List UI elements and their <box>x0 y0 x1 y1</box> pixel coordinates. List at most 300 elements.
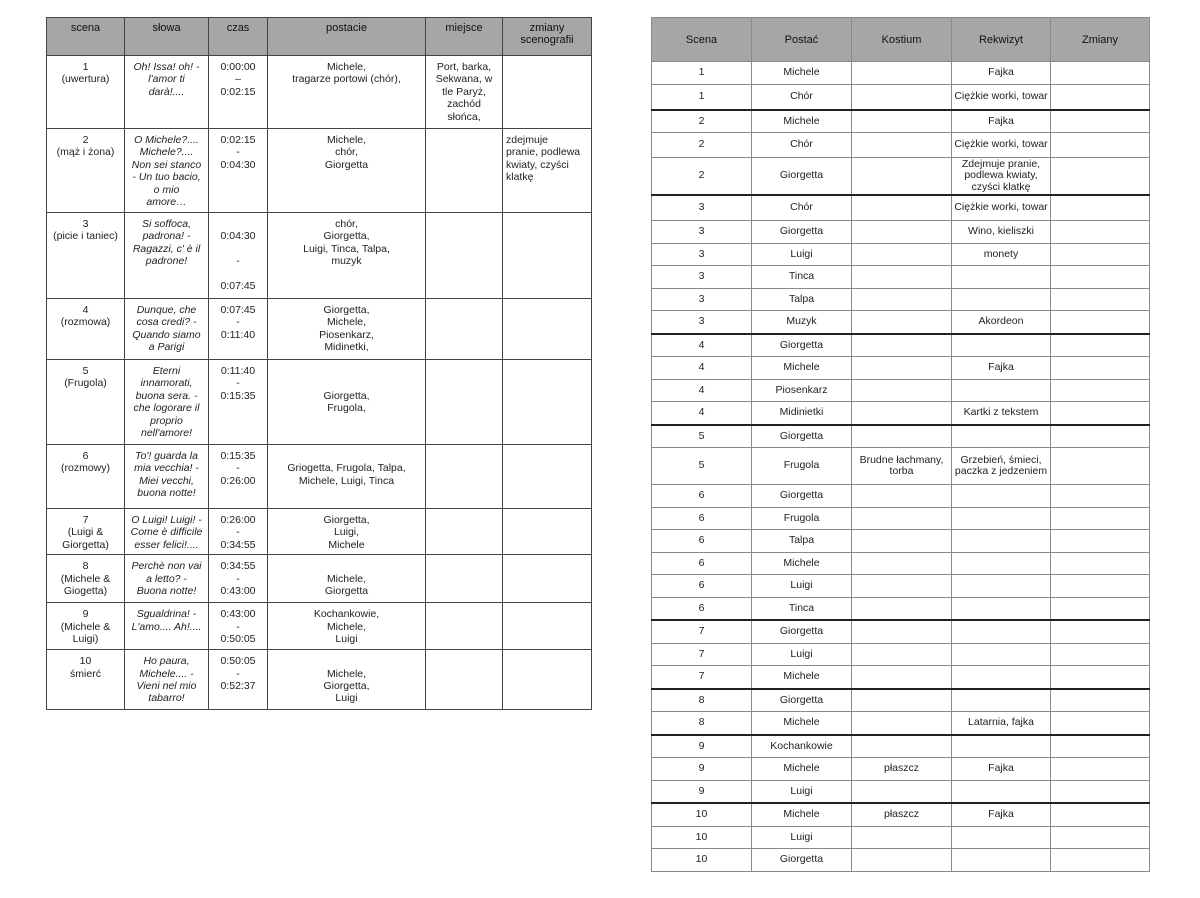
scene-cell: 6 <box>652 597 752 620</box>
cell-line <box>271 655 422 667</box>
props-cell: monety <box>952 243 1051 266</box>
props-cell <box>952 620 1051 643</box>
scene-cell: 3 <box>652 195 752 221</box>
cell-line: 1 <box>82 61 89 73</box>
cell-line <box>212 243 264 255</box>
cell-line: 0:26:00 <box>220 514 256 526</box>
characters-cell <box>268 650 426 710</box>
scene-cell: 9 <box>652 735 752 758</box>
cell-line: 0:43:00 <box>220 608 256 621</box>
cell-line: 0:04:30 <box>220 230 256 243</box>
scene-cell <box>47 509 125 555</box>
changes-cell <box>1051 643 1150 666</box>
lyrics-cell <box>125 445 209 509</box>
scene-cell: 7 <box>652 666 752 689</box>
cell-line: śmierć <box>70 667 101 680</box>
scene-cell: 4 <box>652 402 752 425</box>
changes-cell <box>1051 575 1150 598</box>
cell-line: kwiaty, czyści <box>506 158 569 171</box>
set-changes-cell <box>503 56 592 129</box>
cell-line: tragarze portowi (chór), <box>292 73 401 86</box>
time-cell <box>209 360 268 445</box>
cell-line: l'amor ti <box>148 73 185 86</box>
changes-cell <box>1051 158 1150 196</box>
costume-cell <box>852 334 952 357</box>
cell-line: a Parigi <box>148 341 185 354</box>
cell-line: Griogetta, Frugola, Talpa, <box>287 462 406 475</box>
props-cell <box>952 597 1051 620</box>
cell-line <box>271 365 422 377</box>
props-cell <box>952 826 1051 849</box>
character-cell: Giorgetta <box>752 221 852 244</box>
table-row <box>652 689 1150 712</box>
table-row <box>652 620 1150 643</box>
costume-cell: płaszcz <box>852 803 952 826</box>
set-changes-cell <box>503 509 592 555</box>
costume-cell <box>852 712 952 735</box>
cell-line: Giorgetta <box>324 158 369 171</box>
characters-cell <box>268 360 426 445</box>
character-cell: Giorgetta <box>752 158 852 196</box>
cell-line: chór, <box>335 218 358 230</box>
table-row <box>652 448 1150 485</box>
costume-cell <box>852 133 952 158</box>
cell-line: (Luigi & <box>67 526 104 539</box>
cell-line: (mąż i żona) <box>56 146 115 159</box>
cell-line: Luigi) <box>72 633 99 646</box>
table-row <box>652 288 1150 311</box>
lyrics-cell <box>125 509 209 555</box>
cell-line: Si soffoca, <box>141 218 192 230</box>
costume-cell <box>852 266 952 289</box>
changes-cell <box>1051 62 1150 85</box>
cell-line: Vieni nel mio <box>136 680 197 693</box>
scene-cell: 8 <box>652 712 752 735</box>
table-row <box>47 650 592 710</box>
cell-line: - <box>236 620 240 633</box>
location-cell <box>426 509 503 555</box>
cell-line: Sekwana, w <box>435 73 493 86</box>
table-row <box>652 158 1150 196</box>
table-row <box>652 666 1150 689</box>
table-row <box>652 243 1150 266</box>
changes-cell <box>1051 597 1150 620</box>
scene-cell <box>47 56 125 129</box>
cell-line: Ragazzi, c' è il <box>132 242 201 255</box>
scene-cell: 3 <box>652 311 752 334</box>
changes-cell <box>1051 195 1150 221</box>
cell-line: O Michele?.... <box>134 134 199 146</box>
cell-line: Giogetta) <box>63 585 108 598</box>
scene-cell: 3 <box>652 221 752 244</box>
lyrics-cell <box>125 129 209 213</box>
characters-cell <box>268 299 426 360</box>
changes-cell <box>1051 357 1150 380</box>
props-cell <box>952 507 1051 530</box>
cell-line: (Frugola) <box>64 377 107 390</box>
cell-line: Giorgetta, <box>323 514 370 526</box>
cell-line: Luigi, <box>333 526 360 539</box>
costume-cell <box>852 110 952 133</box>
changes-cell <box>1051 402 1150 425</box>
scene-cell: 6 <box>652 575 752 598</box>
character-cell: Muzyk <box>752 311 852 334</box>
cell-line: (rozmowy) <box>61 462 110 475</box>
table-row <box>652 133 1150 158</box>
cell-line: – <box>235 73 241 86</box>
cell-line: cosa credi? - <box>136 316 197 329</box>
cell-line: Giorgetta, <box>323 230 370 243</box>
changes-cell <box>1051 334 1150 357</box>
character-cell: Luigi <box>752 575 852 598</box>
character-cell: Chór <box>752 133 852 158</box>
character-cell: Michele <box>752 552 852 575</box>
cell-line: pranie, podlewa <box>506 146 581 159</box>
cell-line: Piosenkarz, <box>319 328 374 341</box>
props-cell <box>952 425 1051 448</box>
props-cell: Fajka <box>952 62 1051 85</box>
cell-line: 0:26:00 <box>220 474 256 487</box>
character-cell: Giorgetta <box>752 620 852 643</box>
props-cell: Kartki z tekstem <box>952 402 1051 425</box>
character-cell: Giorgetta <box>752 334 852 357</box>
costume-cell <box>852 826 952 849</box>
character-cell: Luigi <box>752 643 852 666</box>
props-cell <box>952 530 1051 553</box>
location-cell <box>426 603 503 650</box>
changes-cell <box>1051 620 1150 643</box>
cell-line: Non sei stanco <box>131 158 202 171</box>
time-cell <box>209 650 268 710</box>
cell-line: 0:02:15 <box>220 85 256 98</box>
lyrics-cell <box>125 213 209 299</box>
table-row <box>652 643 1150 666</box>
table-row <box>652 379 1150 402</box>
character-cell: Tinca <box>752 597 852 620</box>
scene-cell: 5 <box>652 448 752 485</box>
location-cell <box>426 445 503 509</box>
cell-line: Oh! Issa! oh! - <box>133 61 200 73</box>
table-row <box>652 597 1150 620</box>
costume-cell <box>852 485 952 508</box>
cell-line: - <box>236 572 240 585</box>
table-row <box>652 530 1150 553</box>
table-row <box>652 758 1150 781</box>
cell-line: - Un tuo bacio, <box>132 171 201 184</box>
changes-cell <box>1051 311 1150 334</box>
scene-cell: 9 <box>652 780 752 803</box>
cell-line: 0:50:05 <box>220 655 256 668</box>
scene-cell: 4 <box>652 334 752 357</box>
header-scena: scena <box>47 18 125 56</box>
cell-line: chór, <box>335 146 358 159</box>
lyrics-cell <box>125 650 209 710</box>
costume-cell <box>852 84 952 110</box>
costume-cell <box>852 575 952 598</box>
cell-line: Giorgetta <box>324 585 369 598</box>
cell-line: 0:34:55 <box>220 538 256 551</box>
table-row <box>47 509 592 555</box>
cell-line: Michele, Luigi, Tinca <box>298 474 395 487</box>
scene-cell <box>47 129 125 213</box>
cell-line: (picie i taniec) <box>53 230 118 243</box>
cell-line: Frugola, <box>327 402 366 415</box>
cell-line: 0:00:00 <box>220 61 256 73</box>
set-changes-cell <box>503 360 592 445</box>
table-row <box>652 334 1150 357</box>
props-cell: Ciężkie worki, towar <box>952 195 1051 221</box>
props-cell <box>952 666 1051 689</box>
cell-line: 0:02:15 <box>220 134 256 146</box>
costume-cell <box>852 780 952 803</box>
table-row <box>652 826 1150 849</box>
costume-cell <box>852 402 952 425</box>
lyrics-cell <box>125 299 209 360</box>
cell-line: Michele <box>328 538 365 551</box>
characters-cell <box>268 213 426 299</box>
cell-line: a letto? - <box>146 572 187 585</box>
props-cell <box>952 552 1051 575</box>
props-cell <box>952 266 1051 289</box>
cell-line: - <box>236 377 240 390</box>
costume-cell <box>852 195 952 221</box>
time-cell <box>209 56 268 129</box>
props-cell: Akordeon <box>952 311 1051 334</box>
cell-line: klatkę <box>506 171 534 184</box>
costume-cell <box>852 620 952 643</box>
left-table-header <box>47 18 592 56</box>
scene-cell: 6 <box>652 485 752 508</box>
changes-cell <box>1051 110 1150 133</box>
cell-line: Come è difficile <box>130 526 203 539</box>
cell-line: Miei vecchi, <box>139 474 194 487</box>
changes-cell <box>1051 780 1150 803</box>
cell-line: - <box>236 526 240 539</box>
table-row <box>652 195 1150 221</box>
scene-cell: 10 <box>652 826 752 849</box>
cell-line: 3 <box>82 218 89 230</box>
cell-line: (uwertura) <box>61 73 110 86</box>
scene-cell <box>47 603 125 650</box>
cell-line: muzyk <box>331 255 362 268</box>
cell-line: 0:07:45 <box>220 304 256 316</box>
cell-line: zdejmuje <box>506 134 549 146</box>
cell-line: 9 <box>82 608 89 621</box>
changes-cell <box>1051 221 1150 244</box>
characters-cell <box>268 129 426 213</box>
header-zmiany: Zmiany <box>1051 18 1150 62</box>
characters-cell <box>268 509 426 555</box>
cell-line: 0:52:37 <box>220 680 256 693</box>
time-cell <box>209 555 268 603</box>
scene-timeline-table <box>46 17 592 710</box>
props-cell: Fajka <box>952 803 1051 826</box>
changes-cell <box>1051 689 1150 712</box>
props-cell: Fajka <box>952 110 1051 133</box>
cell-line: padrone! <box>145 255 188 268</box>
cell-line: O Luigi! Luigi! - <box>131 514 202 526</box>
changes-cell <box>1051 425 1150 448</box>
character-cell: Kochankowie <box>752 735 852 758</box>
scene-cell <box>47 650 125 710</box>
cell-line: Giorgetta, <box>323 680 370 693</box>
table-row <box>652 507 1150 530</box>
props-cell: Latarnia, fajka <box>952 712 1051 735</box>
costume-cell <box>852 597 952 620</box>
table-row <box>652 552 1150 575</box>
table-row <box>652 575 1150 598</box>
time-cell <box>209 445 268 509</box>
cell-line: Michele?.... <box>139 146 194 159</box>
scene-cell: 3 <box>652 243 752 266</box>
scene-cell: 10 <box>652 849 752 872</box>
changes-cell <box>1051 507 1150 530</box>
props-cell: Grzebień, śmieci, paczka z jedzeniem <box>952 448 1051 485</box>
character-cell: Piosenkarz <box>752 379 852 402</box>
scene-cell: 7 <box>652 620 752 643</box>
cell-line: 0:07:45 <box>220 279 256 292</box>
character-cell: Talpa <box>752 288 852 311</box>
table-row <box>652 266 1150 289</box>
cell-line: - <box>236 146 240 159</box>
cell-line: 8 <box>82 560 89 573</box>
cell-line: o mio <box>153 183 180 196</box>
cell-line: esser felici!.... <box>134 538 199 551</box>
changes-cell <box>1051 758 1150 781</box>
cell-line <box>212 268 264 280</box>
props-cell: Ciężkie worki, towar <box>952 84 1051 110</box>
cell-line: 4 <box>82 304 89 316</box>
location-cell <box>426 650 503 710</box>
cell-line: tle Paryż, <box>442 85 486 98</box>
cell-line: buona sera. - <box>135 389 198 402</box>
changes-cell <box>1051 826 1150 849</box>
changes-cell <box>1051 552 1150 575</box>
scene-cell: 4 <box>652 357 752 380</box>
cell-line: Luigi <box>335 692 358 705</box>
table-row <box>47 360 592 445</box>
character-cell: Michele <box>752 712 852 735</box>
props-cell <box>952 643 1051 666</box>
character-cell: Michele <box>752 666 852 689</box>
location-cell <box>426 360 503 445</box>
character-cell: Luigi <box>752 243 852 266</box>
cell-line: (Michele & <box>60 620 111 633</box>
costume-cell <box>852 643 952 666</box>
cell-line: 2 <box>82 134 89 146</box>
changes-cell <box>1051 84 1150 110</box>
characters-cell <box>268 445 426 509</box>
table-row <box>652 402 1150 425</box>
cell-line: Michele, <box>326 667 367 680</box>
changes-cell <box>1051 133 1150 158</box>
header-postacie: postacie <box>268 18 426 56</box>
set-changes-cell <box>503 650 592 710</box>
character-cell: Talpa <box>752 530 852 553</box>
cell-line: Perchè non vai <box>131 560 202 573</box>
scene-cell: 6 <box>652 530 752 553</box>
cell-line: zachód <box>447 98 481 111</box>
cell-line: Port, barka, <box>436 61 492 73</box>
character-cell: Michele <box>752 758 852 781</box>
cell-line: proprio <box>150 414 183 427</box>
changes-cell <box>1051 266 1150 289</box>
props-cell <box>952 379 1051 402</box>
props-cell <box>952 288 1051 311</box>
changes-cell <box>1051 666 1150 689</box>
header-scena: Scena <box>652 18 752 62</box>
character-cell: Luigi <box>752 826 852 849</box>
props-costume-table <box>651 17 1150 872</box>
table-row <box>652 84 1150 110</box>
changes-cell <box>1051 530 1150 553</box>
header-miejsce: miejsce <box>426 18 503 56</box>
time-cell <box>209 213 268 299</box>
cell-line: Michele, <box>326 61 367 73</box>
scene-cell: 8 <box>652 689 752 712</box>
characters-cell <box>268 56 426 129</box>
cell-line <box>271 450 422 462</box>
table-row <box>47 299 592 360</box>
changes-cell <box>1051 485 1150 508</box>
table-row <box>652 425 1150 448</box>
header-rekwizyt: Rekwizyt <box>952 18 1051 62</box>
costume-cell <box>852 243 952 266</box>
cell-line: słońca, <box>447 110 481 123</box>
location-cell <box>426 129 503 213</box>
cell-line: Michele, <box>326 572 367 585</box>
character-cell: Giorgetta <box>752 689 852 712</box>
scene-cell: 2 <box>652 110 752 133</box>
scene-cell: 9 <box>652 758 752 781</box>
character-cell: Midinietki <box>752 402 852 425</box>
header-slowa: słowa <box>125 18 209 56</box>
set-changes-cell <box>503 555 592 603</box>
character-cell: Luigi <box>752 780 852 803</box>
changes-cell <box>1051 379 1150 402</box>
table-row <box>47 445 592 509</box>
cell-line: padrona! - <box>142 230 191 243</box>
cell-line: Buona notte! <box>136 585 197 598</box>
cell-line: 10 <box>79 655 92 668</box>
table-row <box>652 311 1150 334</box>
table-row <box>652 110 1150 133</box>
costume-cell <box>852 689 952 712</box>
costume-cell: Brudne łachmany, torba <box>852 448 952 485</box>
scene-cell: 10 <box>652 803 752 826</box>
scene-cell <box>47 360 125 445</box>
set-changes-cell <box>503 213 592 299</box>
character-cell: Michele <box>752 803 852 826</box>
props-cell <box>952 575 1051 598</box>
changes-cell <box>1051 849 1150 872</box>
cell-line <box>212 218 264 230</box>
table-row <box>652 485 1150 508</box>
table-row <box>652 357 1150 380</box>
cell-line: - <box>236 316 240 329</box>
table-row <box>652 712 1150 735</box>
scene-cell: 2 <box>652 158 752 196</box>
costume-cell <box>852 288 952 311</box>
costume-cell <box>852 221 952 244</box>
set-changes-cell <box>503 299 592 360</box>
changes-cell <box>1051 448 1150 485</box>
character-cell: Giorgetta <box>752 849 852 872</box>
scene-cell: 2 <box>652 133 752 158</box>
cell-line: 0:04:30 <box>220 158 256 171</box>
cell-line: Michele, <box>326 620 367 633</box>
cell-line: darà!.... <box>148 85 185 98</box>
